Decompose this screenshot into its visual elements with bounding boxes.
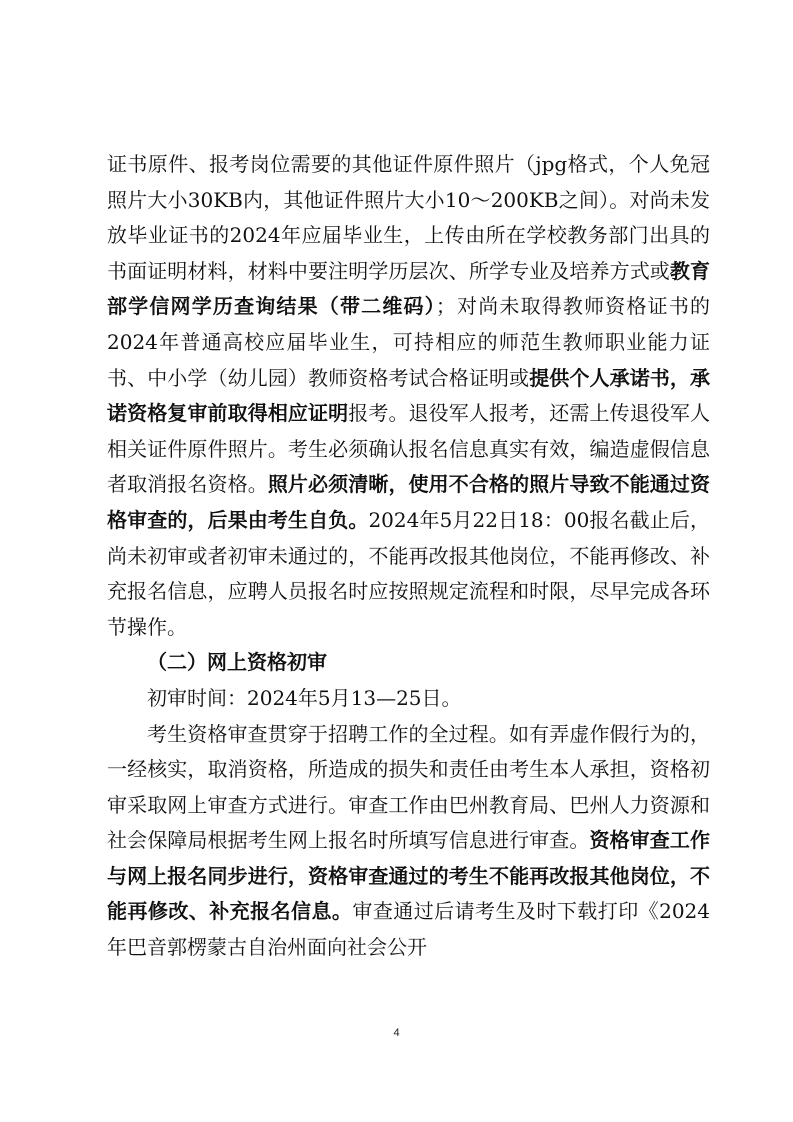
- text-segment: ；对尚未取得教师资格证书的2024年普通高校应届毕业生，可持相应的师范生教师职业能力证书、中小学（幼儿园）教师资格考试合格证明或: [107, 294, 711, 390]
- text-segment: 2024年5月22日18：00报名截止后，尚未初审或者初审未通过的，不能再改报其他岗位，不能再修改、补充报名信息，应聘人员报名时应按照规定流程和时限，尽早完成各环节操作。: [107, 507, 710, 639]
- document-body: [107, 147, 710, 966]
- text-segment: 考生资格审查贯穿于招聘工作的全过程。如有弄虚作假行为的，一经核实，取消资格，所造成的损失和责任由考生本人承担，资格初审采取网上审查方式进行。审查工作由巴州教育局、巴州人力资源和社会保障局根据考生网上报名时所填写信息进行审查。: [107, 721, 710, 853]
- text-segment: 证书原件、报考岗位需要的其他证件原件照片（jpg格式，个人免冠照片大小30KB内，其他证件照片大小10～200KB之间）。对尚未发放毕业证书的2024年应届毕业生，上传由所在学校教务部门出具的书面证明材料，材料中要注明学历层次、所学专业及培养方式或: [107, 152, 710, 283]
- page-number: 4: [393, 1027, 400, 1039]
- text-segment: 报考。退役军人报考，还需上传退役军人相关证件原件照片。考生必须确认报名信息真实有效，编造虚假信息者取消报名资格。: [107, 401, 711, 497]
- bold-text-segment: 资格审查工作与网上报名同步进行，资格审查通过的考生不能再改报其他岗位，不能再修改、补充报名信息。: [107, 828, 711, 924]
- bold-text-segment: 教育部学信网学历查询结果（带二维码）: [107, 258, 711, 319]
- bold-text-segment: 提供个人承诺书，承诺资格复审前取得相应证明: [107, 365, 711, 426]
- paragraph-registration-materials: [107, 147, 710, 645]
- text-segment: 审查通过后请考生及时下载打印《2024年巴音郭楞蒙古自治州面向社会公开: [107, 899, 710, 960]
- paragraph-review-process: [107, 717, 710, 966]
- section-heading: （二）网上资格初审: [147, 650, 327, 675]
- review-time: 初审时间：2024年5月13—25日。: [147, 685, 462, 710]
- bold-text-segment: 照片必须清晰，使用不合格的照片导致不能通过资格审查的，后果由考生自负。: [107, 472, 711, 532]
